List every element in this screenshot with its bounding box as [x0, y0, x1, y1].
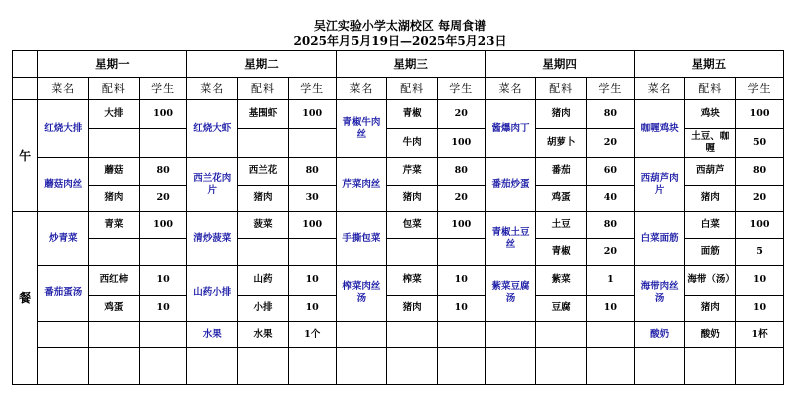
- table-row: [13, 212, 784, 239]
- quantity: [139, 129, 187, 158]
- menu-table: [12, 50, 784, 385]
- col-header-dish: 菜名: [634, 77, 685, 100]
- dish-name: 白菜面筋: [634, 212, 685, 265]
- ingredient: 猪肉: [387, 295, 438, 322]
- table-row: [13, 347, 784, 384]
- ingredient: 青椒: [536, 239, 587, 266]
- ingredient: 榨菜: [387, 265, 438, 295]
- col-header-ingredient: 配料: [238, 77, 289, 100]
- col-header-dish: 菜名: [187, 77, 238, 100]
- quantity: 50: [736, 129, 784, 158]
- date-range: 2025年月5月19日—2025年5月23日: [293, 34, 507, 48]
- quantity: 1个: [288, 322, 336, 348]
- ingredient: [238, 347, 289, 384]
- quantity: 80: [587, 100, 635, 129]
- dish-name: [38, 347, 89, 384]
- quantity: [587, 347, 635, 384]
- ingredient: [89, 347, 140, 384]
- quantity: 80: [736, 157, 784, 185]
- ingredient: [387, 322, 438, 348]
- dish-name: 青椒土豆丝: [485, 212, 536, 265]
- quantity: 10: [288, 295, 336, 322]
- quantity: 10: [139, 265, 187, 295]
- col-header-ingredient: 配料: [387, 77, 438, 100]
- day-header-tue: 星期二: [187, 51, 336, 78]
- quantity: 20: [736, 185, 784, 212]
- quantity: 100: [736, 212, 784, 239]
- day-header-mon: 星期一: [38, 51, 187, 78]
- col-header-student: 学生: [437, 77, 485, 100]
- col-header-student: 学生: [736, 77, 784, 100]
- ingredient: 牛肉: [387, 129, 438, 158]
- quantity: [437, 322, 485, 348]
- ingredient: 大排: [89, 100, 140, 129]
- dish-name: 清炒菠菜: [187, 212, 238, 265]
- ingredient: 猪肉: [238, 185, 289, 212]
- dish-name: 酸奶: [634, 322, 685, 348]
- ingredient: 猪肉: [89, 185, 140, 212]
- col-header-ingredient: 配料: [685, 77, 736, 100]
- ingredient: [89, 239, 140, 266]
- quantity: [288, 129, 336, 158]
- ingredient: 白菜: [685, 212, 736, 239]
- dish-name: 芹菜肉丝: [336, 157, 387, 211]
- meal-label-meal: 餐: [13, 212, 38, 385]
- dish-name: 蘑菇肉丝: [38, 157, 89, 211]
- col-header-student: 学生: [587, 77, 635, 100]
- ingredient: 猪肉: [685, 295, 736, 322]
- page-title: 吴江实验小学太湖校区 每周食谱: [313, 19, 487, 33]
- dish-name: [485, 322, 536, 348]
- quantity: 80: [587, 212, 635, 239]
- ingredient: 西葫芦: [685, 157, 736, 185]
- ingredient: 青椒: [387, 100, 438, 129]
- col-header-student: 学生: [139, 77, 187, 100]
- day-header-thu: 星期四: [485, 51, 634, 78]
- table-row: [13, 322, 784, 348]
- ingredient: 基围虾: [238, 100, 289, 129]
- ingredient: 猪肉: [387, 185, 438, 212]
- quantity: 60: [587, 157, 635, 185]
- ingredient: [238, 239, 289, 266]
- quantity: 100: [288, 100, 336, 129]
- ingredient: 鸡蛋: [536, 185, 587, 212]
- quantity: 100: [139, 212, 187, 239]
- dish-name: 红烧大虾: [187, 100, 238, 158]
- quantity: 10: [288, 265, 336, 295]
- meal-label-lunch: 午: [13, 100, 38, 212]
- col-header-dish: 菜名: [485, 77, 536, 100]
- dish-name: 炒青菜: [38, 212, 89, 265]
- quantity: 100: [437, 212, 485, 239]
- dish-name: 番茄蛋汤: [38, 265, 89, 322]
- corner-cell-sub: [13, 77, 38, 100]
- quantity: 10: [139, 295, 187, 322]
- day-header-wed: 星期三: [336, 51, 485, 78]
- dish-name: [336, 322, 387, 348]
- ingredient: 面筋: [685, 239, 736, 266]
- dish-name: 西葫芦肉片: [634, 157, 685, 211]
- ingredient: 山药: [238, 265, 289, 295]
- dish-name: [485, 347, 536, 384]
- quantity: 20: [437, 100, 485, 129]
- sub-header-row: [13, 77, 784, 100]
- dish-name: 海带肉丝汤: [634, 265, 685, 322]
- quantity: 20: [437, 185, 485, 212]
- quantity: [288, 239, 336, 266]
- ingredient: 青菜: [89, 212, 140, 239]
- quantity: [587, 322, 635, 348]
- ingredient: 西红柿: [89, 265, 140, 295]
- dish-name: [634, 347, 685, 384]
- quantity: [139, 347, 187, 384]
- ingredient: 鸡块: [685, 100, 736, 129]
- dish-name: [187, 347, 238, 384]
- ingredient: [89, 322, 140, 348]
- quantity: 20: [587, 129, 635, 158]
- quantity: 5: [736, 239, 784, 266]
- dish-name: 青椒牛肉丝: [336, 100, 387, 158]
- quantity: [139, 322, 187, 348]
- corner-cell: [13, 51, 38, 78]
- quantity: 20: [587, 239, 635, 266]
- dish-name: 手撕包菜: [336, 212, 387, 265]
- quantity: [437, 239, 485, 266]
- quantity: 40: [587, 185, 635, 212]
- day-header-fri: 星期五: [634, 51, 783, 78]
- quantity: 10: [736, 265, 784, 295]
- quantity: 100: [288, 212, 336, 239]
- table-row: [13, 265, 784, 295]
- quantity: 80: [139, 157, 187, 185]
- col-header-dish: 菜名: [336, 77, 387, 100]
- quantity: 100: [139, 100, 187, 129]
- quantity: [437, 347, 485, 384]
- ingredient: 西兰花: [238, 157, 289, 185]
- dish-name: 酱爆肉丁: [485, 100, 536, 158]
- ingredient: [536, 322, 587, 348]
- col-header-dish: 菜名: [38, 77, 89, 100]
- quantity: 30: [288, 185, 336, 212]
- ingredient: [238, 129, 289, 158]
- quantity: 80: [288, 157, 336, 185]
- ingredient: 小排: [238, 295, 289, 322]
- table-row: [13, 100, 784, 129]
- ingredient: 菠菜: [238, 212, 289, 239]
- quantity: 10: [437, 265, 485, 295]
- ingredient: 鸡蛋: [89, 295, 140, 322]
- ingredient: 酸奶: [685, 322, 736, 348]
- quantity: [288, 347, 336, 384]
- dish-name: 番茄炒蛋: [485, 157, 536, 211]
- dish-name: 咖喱鸡块: [634, 100, 685, 158]
- dish-name: 山药小排: [187, 265, 238, 322]
- ingredient: 海带（汤）: [685, 265, 736, 295]
- dish-name: [38, 322, 89, 348]
- dish-name: 红烧大排: [38, 100, 89, 158]
- col-header-ingredient: 配料: [536, 77, 587, 100]
- ingredient: 蘑菇: [89, 157, 140, 185]
- quantity: 10: [587, 295, 635, 322]
- table-row: [13, 157, 784, 185]
- quantity: 10: [437, 295, 485, 322]
- ingredient: 紫菜: [536, 265, 587, 295]
- quantity: [139, 239, 187, 266]
- ingredient: 包菜: [387, 212, 438, 239]
- quantity: 10: [736, 295, 784, 322]
- ingredient: [387, 239, 438, 266]
- quantity: 100: [736, 100, 784, 129]
- col-header-student: 学生: [288, 77, 336, 100]
- dish-name: 水果: [187, 322, 238, 348]
- ingredient: 土豆、咖喱: [685, 129, 736, 158]
- quantity: 100: [437, 129, 485, 158]
- dish-name: [336, 347, 387, 384]
- ingredient: 豆腐: [536, 295, 587, 322]
- ingredient: 胡萝卜: [536, 129, 587, 158]
- ingredient: 番茄: [536, 157, 587, 185]
- ingredient: 芹菜: [387, 157, 438, 185]
- quantity: 1: [587, 265, 635, 295]
- dish-name: 紫菜豆腐汤: [485, 265, 536, 322]
- ingredient: 水果: [238, 322, 289, 348]
- ingredient: 猪肉: [536, 100, 587, 129]
- quantity: 80: [437, 157, 485, 185]
- ingredient: [89, 129, 140, 158]
- quantity: 20: [139, 185, 187, 212]
- ingredient: 猪肉: [685, 185, 736, 212]
- quantity: [736, 347, 784, 384]
- quantity: 1杯: [736, 322, 784, 348]
- day-header-row: [13, 51, 784, 78]
- ingredient: [685, 347, 736, 384]
- ingredient: [536, 347, 587, 384]
- dish-name: 榨菜肉丝汤: [336, 265, 387, 322]
- dish-name: 西兰花肉片: [187, 157, 238, 211]
- ingredient: [387, 347, 438, 384]
- col-header-ingredient: 配料: [89, 77, 140, 100]
- ingredient: 土豆: [536, 212, 587, 239]
